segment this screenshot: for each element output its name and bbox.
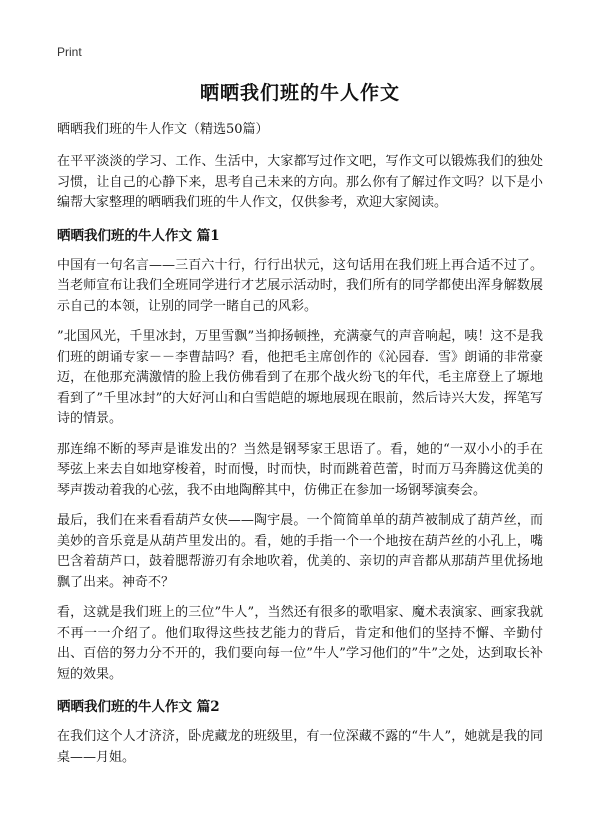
section-2-heading: 晒晒我们班的牛人作文 篇2	[57, 699, 220, 715]
section-1-paragraph-3: 那连绵不断的琴声是谁发出的？当然是钢琴家王思语了。看，她的“一双小小的手在琴弦上来去自如地穿梭着，时而慢，时而快，时而跳着芭蕾，时而万马奔腾这优美的琴声拨动着我的心弦，我不由地陶醉其中，仿佛正在参加一场钢琴演奏会。	[57, 441, 543, 498]
intro-paragraph: 在平平淡淡的学习、工作、生活中，大家都写过作文吧，写作文可以锻炼我们的独处习惯，让自己的心静下来，思考自己未来的方向。那么你有了解过作文吗？以下是小编帮大家整理的晒晒我们班的牛人作文，仅供参考，欢迎大家阅读。	[57, 154, 543, 210]
section-1-paragraph-4: 最后，我们在来看看葫芦女侠——陶宇晨。一个简简单单的葫芦被制成了葫芦丝，而美妙的音乐竟是从葫芦里发出的。看，她的手指一个一个地按在葫芦丝的小孔上，嘴巴含着葫芦口，鼓着腮帮游刃有余地吹着，优美的、亲切的声音都从那葫芦里优扬地飘了出来。神奇不？	[57, 513, 543, 590]
section-1-paragraph-5: 看，这就是我们班上的三位”牛人”，当然还有很多的歌唱家、魔术表演家、画家我就不再一一介绍了。他们取得这些技艺能力的背后，肯定和他们的坚持不懈、辛勤付出、百倍的努力分不开的，我们要向每一位”牛人”学习他们的”牛”之处，达到取长补短的效果。	[57, 605, 543, 682]
section-1-paragraph-2: ”北国风光，千里冰封，万里雪飘”当抑扬顿挫，充满豪气的声音响起，咦！这不是我们班的朗诵专家－－李曹喆吗？看，他把毛主席创作的《沁园春．雪》朗诵的非常豪迈，在他那充满激情的脸上我仿佛看到了在那个战火纷飞的年代，毛主席登上了塬地看到了”千里冰封”的大好河山和白雪皑皑的塬地展现在眼前，然后诗兴大发，挥笔写诗的情景。	[57, 329, 543, 426]
page-title: 晒晒我们班的牛人作文	[199, 82, 400, 104]
document-body	[57, 121, 543, 778]
print-label[interactable]: Print	[57, 45, 82, 59]
document-subtitle: 晒晒我们班的牛人作文（精选50篇）	[57, 122, 269, 137]
section-1-heading: 晒晒我们班的牛人作文 篇1	[57, 227, 220, 244]
section-2-paragraph-1: 在我们这个人才济济，卧虎藏龙的班级里，有一位深藏不露的“牛人”，她就是我的同桌——月姐。	[57, 729, 543, 765]
section-1-paragraph-1: 中国有一句名言——三百六十行，行行出状元，这句话用在我们班上再合适不过了。当老师宣布让我们全班同学进行才艺展示活动时，我们所有的同学都使出浑身解数展示自己的本领，让别的同学一睹自己的风彩。	[57, 257, 543, 314]
